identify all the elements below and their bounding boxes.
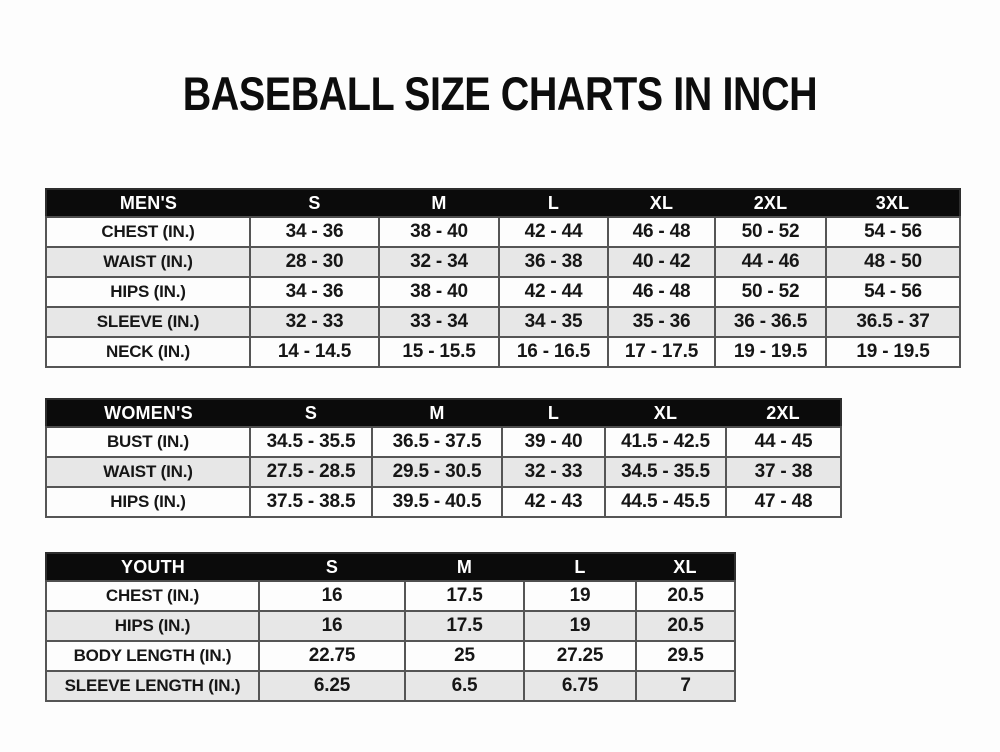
column-header: S bbox=[259, 553, 405, 581]
size-value-cell: 25 bbox=[405, 641, 524, 671]
row-label: BUST (IN.) bbox=[46, 427, 250, 457]
size-value-cell: 20.5 bbox=[636, 581, 735, 611]
table-row bbox=[46, 487, 841, 517]
size-value-cell: 34.5 - 35.5 bbox=[605, 457, 726, 487]
group-header: WOMEN'S bbox=[46, 399, 250, 427]
header-row bbox=[46, 399, 841, 427]
size-value-cell: 29.5 bbox=[636, 641, 735, 671]
row-label: CHEST (IN.) bbox=[46, 581, 259, 611]
size-value-cell: 44 - 46 bbox=[715, 247, 826, 277]
size-value-cell: 44 - 45 bbox=[726, 427, 841, 457]
size-value-cell: 19 bbox=[524, 581, 636, 611]
row-label: SLEEVE (IN.) bbox=[46, 307, 250, 337]
table-row bbox=[46, 217, 960, 247]
row-label: WAIST (IN.) bbox=[46, 247, 250, 277]
size-value-cell: 32 - 33 bbox=[250, 307, 379, 337]
size-value-cell: 44.5 - 45.5 bbox=[605, 487, 726, 517]
size-value-cell: 34.5 - 35.5 bbox=[250, 427, 372, 457]
size-value-cell: 27.5 - 28.5 bbox=[250, 457, 372, 487]
row-label: NECK (IN.) bbox=[46, 337, 250, 367]
row-label: CHEST (IN.) bbox=[46, 217, 250, 247]
row-label: BODY LENGTH (IN.) bbox=[46, 641, 259, 671]
size-value-cell: 47 - 48 bbox=[726, 487, 841, 517]
size-value-cell: 27.25 bbox=[524, 641, 636, 671]
size-value-cell: 39 - 40 bbox=[502, 427, 605, 457]
size-value-cell: 36.5 - 37.5 bbox=[372, 427, 502, 457]
size-value-cell: 34 - 35 bbox=[499, 307, 608, 337]
column-header: 2XL bbox=[715, 189, 826, 217]
column-header: 3XL bbox=[826, 189, 960, 217]
size-value-cell: 34 - 36 bbox=[250, 277, 379, 307]
row-label: SLEEVE LENGTH (IN.) bbox=[46, 671, 259, 701]
size-value-cell: 16 - 16.5 bbox=[499, 337, 608, 367]
size-value-cell: 15 - 15.5 bbox=[379, 337, 499, 367]
size-value-cell: 19 - 19.5 bbox=[715, 337, 826, 367]
row-label: HIPS (IN.) bbox=[46, 277, 250, 307]
table-row bbox=[46, 247, 960, 277]
size-value-cell: 19 bbox=[524, 611, 636, 641]
table-row bbox=[46, 277, 960, 307]
header-row bbox=[46, 189, 960, 217]
size-value-cell: 54 - 56 bbox=[826, 217, 960, 247]
size-value-cell: 19 - 19.5 bbox=[826, 337, 960, 367]
table-row bbox=[46, 337, 960, 367]
size-value-cell: 29.5 - 30.5 bbox=[372, 457, 502, 487]
size-value-cell: 50 - 52 bbox=[715, 217, 826, 247]
size-value-cell: 32 - 34 bbox=[379, 247, 499, 277]
size-value-cell: 20.5 bbox=[636, 611, 735, 641]
size-value-cell: 28 - 30 bbox=[250, 247, 379, 277]
column-header: M bbox=[372, 399, 502, 427]
size-value-cell: 38 - 40 bbox=[379, 277, 499, 307]
column-header: L bbox=[524, 553, 636, 581]
youth-size-table bbox=[45, 552, 736, 702]
column-header: S bbox=[250, 399, 372, 427]
size-value-cell: 46 - 48 bbox=[608, 277, 715, 307]
size-value-cell: 34 - 36 bbox=[250, 217, 379, 247]
size-value-cell: 16 bbox=[259, 611, 405, 641]
table-row bbox=[46, 641, 735, 671]
size-value-cell: 39.5 - 40.5 bbox=[372, 487, 502, 517]
size-value-cell: 14 - 14.5 bbox=[250, 337, 379, 367]
size-value-cell: 41.5 - 42.5 bbox=[605, 427, 726, 457]
size-value-cell: 33 - 34 bbox=[379, 307, 499, 337]
column-header: XL bbox=[636, 553, 735, 581]
size-value-cell: 46 - 48 bbox=[608, 217, 715, 247]
column-header: L bbox=[502, 399, 605, 427]
size-value-cell: 42 - 43 bbox=[502, 487, 605, 517]
size-value-cell: 38 - 40 bbox=[379, 217, 499, 247]
size-value-cell: 37 - 38 bbox=[726, 457, 841, 487]
size-value-cell: 17.5 bbox=[405, 581, 524, 611]
size-value-cell: 17.5 bbox=[405, 611, 524, 641]
size-value-cell: 32 - 33 bbox=[502, 457, 605, 487]
column-header: M bbox=[405, 553, 524, 581]
column-header: XL bbox=[605, 399, 726, 427]
size-value-cell: 36.5 - 37 bbox=[826, 307, 960, 337]
table-row bbox=[46, 671, 735, 701]
table-row bbox=[46, 457, 841, 487]
size-value-cell: 36 - 38 bbox=[499, 247, 608, 277]
size-value-cell: 6.25 bbox=[259, 671, 405, 701]
row-label: WAIST (IN.) bbox=[46, 457, 250, 487]
size-value-cell: 40 - 42 bbox=[608, 247, 715, 277]
size-value-cell: 17 - 17.5 bbox=[608, 337, 715, 367]
column-header: S bbox=[250, 189, 379, 217]
table-row bbox=[46, 427, 841, 457]
womens-size-table bbox=[45, 398, 842, 518]
size-value-cell: 16 bbox=[259, 581, 405, 611]
table-row bbox=[46, 611, 735, 641]
column-header: 2XL bbox=[726, 399, 841, 427]
size-value-cell: 42 - 44 bbox=[499, 217, 608, 247]
size-value-cell: 35 - 36 bbox=[608, 307, 715, 337]
size-value-cell: 37.5 - 38.5 bbox=[250, 487, 372, 517]
table-row bbox=[46, 307, 960, 337]
column-header: M bbox=[379, 189, 499, 217]
group-header: MEN'S bbox=[46, 189, 250, 217]
row-label: HIPS (IN.) bbox=[46, 611, 259, 641]
column-header: XL bbox=[608, 189, 715, 217]
column-header: L bbox=[499, 189, 608, 217]
size-value-cell: 6.5 bbox=[405, 671, 524, 701]
mens-size-table bbox=[45, 188, 961, 368]
group-header: YOUTH bbox=[46, 553, 259, 581]
size-value-cell: 6.75 bbox=[524, 671, 636, 701]
page-title: BASEBALL SIZE CHARTS IN INCH bbox=[182, 67, 818, 120]
size-value-cell: 48 - 50 bbox=[826, 247, 960, 277]
size-value-cell: 54 - 56 bbox=[826, 277, 960, 307]
size-value-cell: 50 - 52 bbox=[715, 277, 826, 307]
size-value-cell: 22.75 bbox=[259, 641, 405, 671]
size-value-cell: 36 - 36.5 bbox=[715, 307, 826, 337]
size-value-cell: 42 - 44 bbox=[499, 277, 608, 307]
header-row bbox=[46, 553, 735, 581]
size-value-cell: 7 bbox=[636, 671, 735, 701]
row-label: HIPS (IN.) bbox=[46, 487, 250, 517]
table-row bbox=[46, 581, 735, 611]
